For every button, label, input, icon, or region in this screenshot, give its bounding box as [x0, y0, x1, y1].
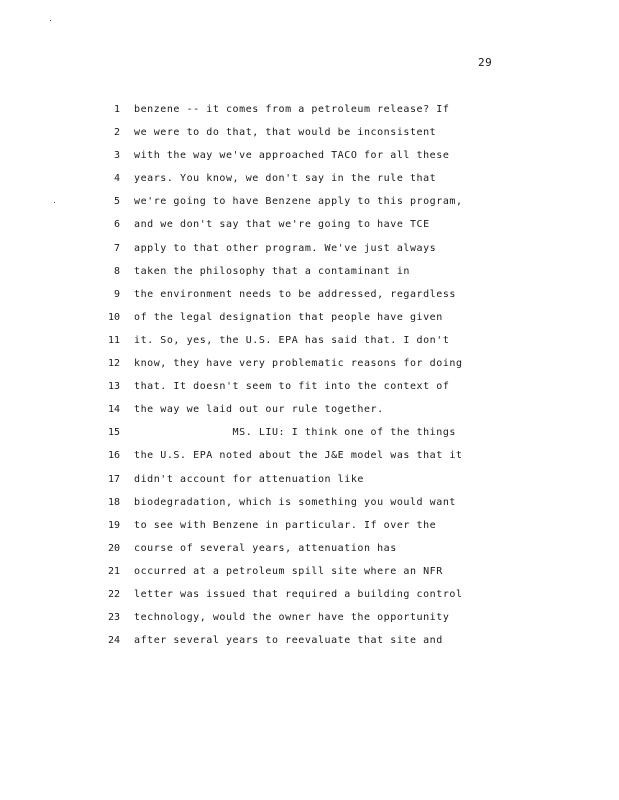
- line-text: taken the philosophy that a contaminant in: [134, 265, 410, 277]
- line-text: of the legal designation that people have given: [134, 311, 443, 323]
- transcript-line: [0, 468, 619, 491]
- line-number: 15: [107, 427, 120, 439]
- line-number: 17: [107, 473, 120, 485]
- line-number: 11: [107, 334, 120, 346]
- line-number: 16: [107, 450, 120, 462]
- line-text: after several years to reevaluate that site and: [134, 635, 443, 647]
- transcript-line: [0, 98, 619, 121]
- transcript-body: [0, 98, 619, 652]
- page-number: 29: [478, 56, 493, 69]
- line-number: 7: [113, 242, 120, 254]
- transcript-line: [0, 583, 619, 606]
- line-text: biodegradation, which is something you would want: [134, 496, 456, 508]
- line-text: the U.S. EPA noted about the J&E model was that it: [134, 450, 463, 462]
- line-text: years. You know, we don't say in the rule that: [134, 173, 437, 185]
- line-text: that. It doesn't seem to fit into the context of: [134, 381, 450, 393]
- transcript-line: [0, 213, 619, 236]
- transcript-line: [0, 283, 619, 306]
- line-number: 10: [107, 311, 120, 323]
- transcript-line: [0, 167, 619, 190]
- scan-speck: [50, 20, 51, 21]
- line-text: it. So, yes, the U.S. EPA has said that. I don't: [134, 334, 450, 346]
- transcript-line: [0, 260, 619, 283]
- transcript-line: [0, 514, 619, 537]
- transcript-line: [0, 560, 619, 583]
- line-text: with the way we've approached TACO for all these: [134, 150, 450, 162]
- line-number: 12: [107, 358, 120, 370]
- line-text: benzene -- it comes from a petroleum release? If: [134, 104, 450, 115]
- transcript-line: [0, 190, 619, 213]
- transcript-line: [0, 444, 619, 467]
- line-number: 24: [107, 635, 120, 647]
- line-text: the environment needs to be addressed, regardless: [134, 288, 456, 300]
- line-number: 2: [113, 127, 120, 139]
- transcript-line: [0, 237, 619, 260]
- line-text: the way we laid out our rule together.: [134, 404, 384, 416]
- line-number: 22: [107, 588, 120, 600]
- line-text: didn't account for attenuation like: [134, 473, 364, 485]
- line-number: 8: [113, 265, 120, 277]
- line-text: technology, would the owner have the opportunity: [134, 612, 450, 624]
- transcript-line: [0, 329, 619, 352]
- line-text: MS. LIU: I think one of the things: [134, 427, 456, 439]
- line-text: we were to do that, that would be inconsistent: [134, 127, 437, 139]
- line-number: 23: [107, 612, 120, 624]
- transcript-line: [0, 398, 619, 421]
- line-number: 3: [113, 150, 120, 162]
- line-text: to see with Benzene in particular. If over the: [134, 519, 437, 531]
- transcript-line: [0, 306, 619, 329]
- transcript-line: [0, 629, 619, 652]
- transcript-line: [0, 491, 619, 514]
- line-number: 6: [113, 219, 120, 231]
- line-text: occurred at a petroleum spill site where an NFR: [134, 565, 443, 577]
- transcript-line: [0, 121, 619, 144]
- line-text: letter was issued that required a building control: [134, 588, 463, 600]
- line-number: 21: [107, 565, 120, 577]
- line-number: 14: [107, 404, 120, 416]
- line-text: course of several years, attenuation has: [134, 542, 397, 554]
- line-text: know, they have very problematic reasons for doing: [134, 358, 463, 370]
- line-text: apply to that other program. We've just always: [134, 242, 437, 254]
- line-number: 1: [113, 104, 120, 115]
- line-text: we're going to have Benzene apply to this program,: [134, 196, 463, 208]
- line-number: 20: [107, 542, 120, 554]
- line-number: 5: [113, 196, 120, 208]
- line-text: and we don't say that we're going to have TCE: [134, 219, 430, 231]
- transcript-line: [0, 421, 619, 444]
- transcript-line: [0, 606, 619, 629]
- line-number: 4: [113, 173, 120, 185]
- line-number: 13: [107, 381, 120, 393]
- transcript-line: [0, 537, 619, 560]
- transcript-line: [0, 144, 619, 167]
- line-number: 9: [113, 288, 120, 300]
- transcript-line: [0, 352, 619, 375]
- line-number: 19: [107, 519, 120, 531]
- line-number: 18: [107, 496, 120, 508]
- transcript-line: [0, 375, 619, 398]
